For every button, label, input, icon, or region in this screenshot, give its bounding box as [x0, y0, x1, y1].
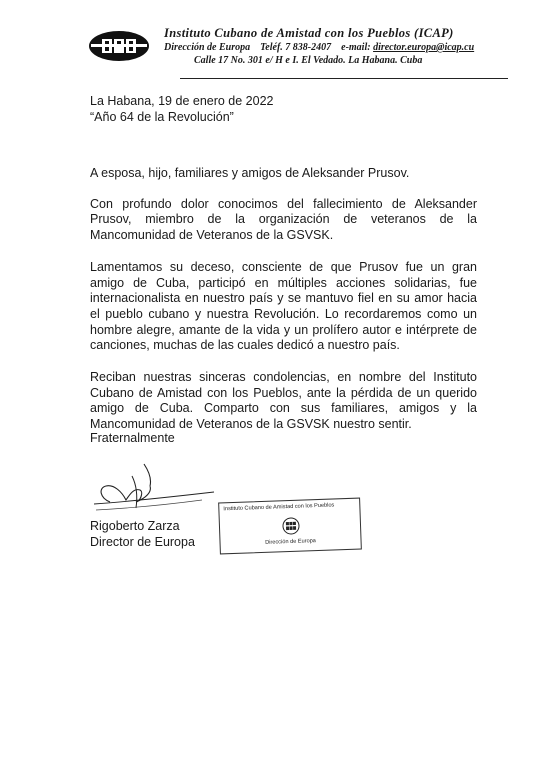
letter-body — [90, 166, 477, 449]
institution-name: Instituto Cubano de Amistad con los Pueblos (ICAP) — [164, 26, 454, 40]
official-stamp — [218, 498, 362, 555]
date-block — [90, 93, 274, 125]
handwritten-signature — [92, 458, 217, 520]
email-label: e-mail: — [341, 42, 371, 53]
phone-number: Teléf. 7 838-2407 — [260, 42, 332, 53]
letter-date: La Habana, 19 de enero de 2022 — [90, 94, 274, 108]
icap-emblem-icon — [282, 517, 301, 536]
closing: Fraternalmente — [90, 431, 175, 445]
department-name: Dirección de Europa — [164, 42, 251, 53]
icap-logo-icon — [88, 30, 150, 62]
letterhead-text — [164, 26, 508, 67]
stamp-department: Dirección de Europa — [265, 538, 316, 546]
email-link[interactable]: director.europa@icap.cu — [373, 42, 475, 53]
contact-line — [164, 41, 508, 54]
year-motto: “Año 64 de la Revolución” — [90, 110, 234, 124]
header-divider — [180, 78, 508, 79]
signer-name: Rigoberto Zarza — [90, 519, 180, 533]
salutation: A esposa, hijo, familiares y amigos de Aleksander Prusov. — [90, 166, 410, 180]
address-line: Calle 17 No. 301 e/ H e I. El Vedado. La Habana. Cuba — [194, 55, 423, 66]
paragraph: Con profundo dolor conocimos del fallecimiento de Aleksander Prusov, miembro de la organización de veteranos de la Mancomunidad de Veteranos de la GSVSK. — [90, 196, 477, 243]
paragraph: Lamentamos su deceso, consciente de que Prusov fue un gran amigo de Cuba, participó en múltiples acciones solidarias, fue internacionalista en nuestro país y se mantuvo fiel en su amor hacia el pueblo cubano y nuestra Revolución. Lo recordaremos como un hombre alegre, amante de la vida y un prolífero autor e intérprete de canciones, muchas de las cuales dedicó a nuestro país. — [90, 259, 477, 353]
paragraph: Reciban nuestras sinceras condolencias, en nombre del Instituto Cubano de Amistad con los Pueblos, ante la pérdida de un querido amigo de Cuba. Comparto con sus familiares, amigos y la Mancomunidad de Veteranos de la GSVSK nuestro sentir. — [90, 370, 477, 432]
signer-block — [90, 518, 195, 550]
signer-title: Director de Europa — [90, 535, 195, 549]
stamp-institution: Instituto Cubano de Amistad con los Pueblos — [223, 502, 335, 513]
letterhead — [88, 26, 508, 80]
